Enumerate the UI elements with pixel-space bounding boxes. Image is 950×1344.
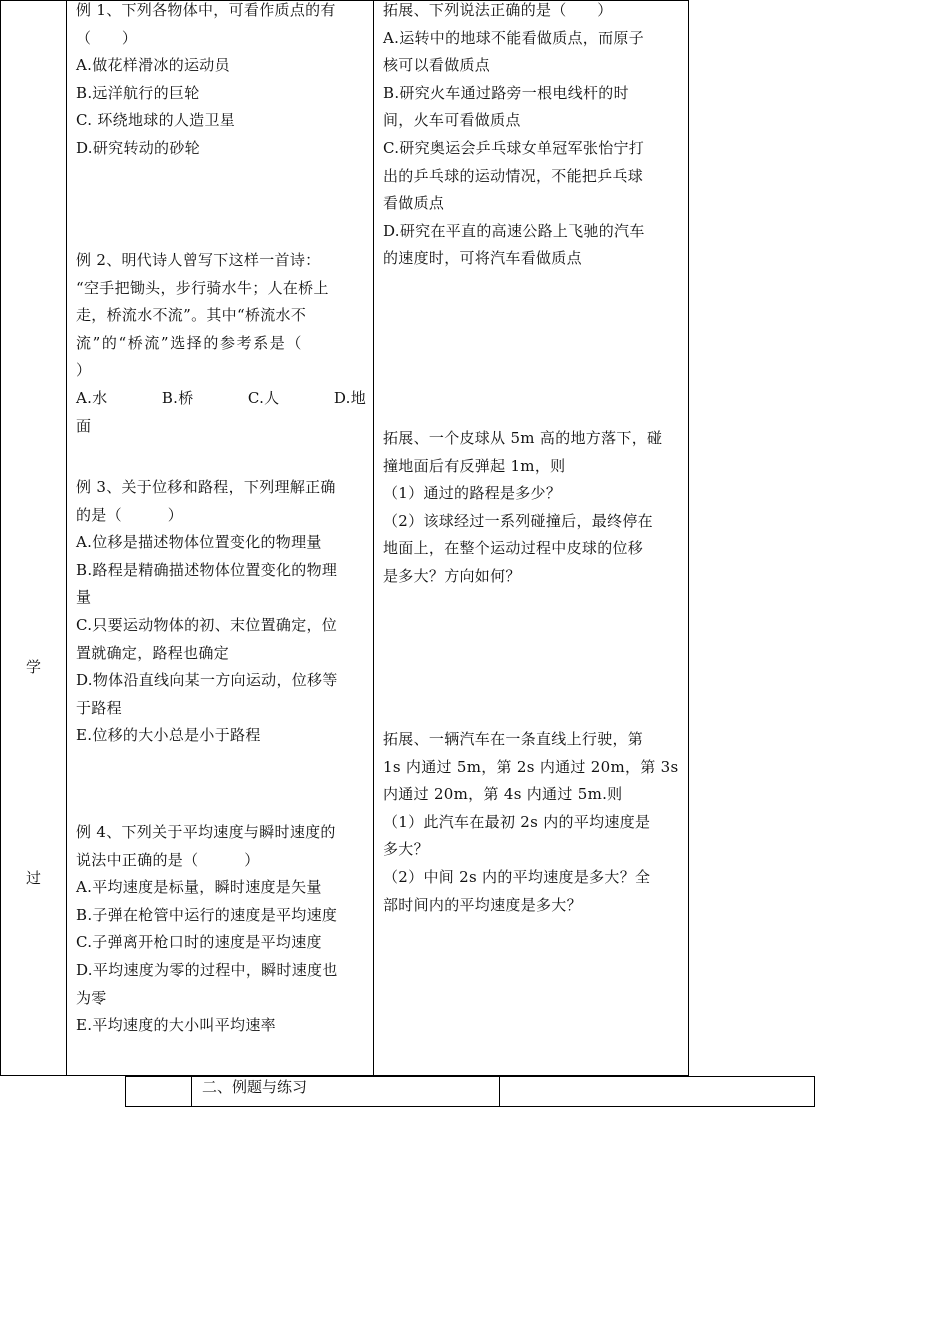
extension-1-line: 看做质点 [383, 194, 445, 213]
extension-3-line: 1s 内通过 5m，第 2s 内通过 20m，第 3s [383, 757, 679, 776]
extension-2-line: 撞地面后有反弹起 1m，则 [383, 456, 566, 475]
column-divider [499, 1077, 500, 1106]
section-table [125, 1076, 815, 1107]
example-2-question-text: 流”的“桥流”选择的参考系是（ [76, 333, 304, 352]
example-4-question-line: 例 4、下列关于平均速度与瞬时速度的 [76, 823, 336, 841]
example-2-question-line: 走，桥流水不流”。其中“桥流水不 [76, 306, 307, 325]
extension-1-line: 拓展、下列说法正确的是（ ） [383, 1, 613, 19]
example-1-option: A.做花样滑冰的运动员 [76, 56, 230, 75]
example-4-question-line: 说法中正确的是（ ） [76, 850, 260, 869]
example-4 [76, 819, 366, 1040]
example-4-option: E.平均速度的大小叫平均速率 [76, 1016, 276, 1035]
example-4-option: B.子弹在枪管中运行的速度是平均速度 [76, 905, 338, 924]
extension-3-line: 内通过 20m，第 4s 内通过 5m.则 [383, 785, 623, 804]
example-1-option: D.研究转动的砂轮 [76, 138, 200, 157]
example-2-option-a: A.水 [76, 388, 108, 407]
extension-3 [383, 726, 683, 919]
example-3-option: 置就确定，路程也确定 [76, 643, 230, 662]
example-2-question-line: 例 2、明代诗人曾写下这样一首诗： [76, 251, 321, 269]
section-heading: 二、例题与练习 [202, 1078, 308, 1096]
example-4-option: C.子弹离开枪口时的速度是平均速度 [76, 933, 322, 952]
extension-1-line: 出的乒乓球的运动情况，不能把乒乓球 [383, 166, 644, 185]
example-4-option: D.平均速度为零的过程中，瞬时速度也 [76, 960, 338, 979]
example-2-question-line: “空手把锄头，步行骑水牛；人在桥上 [76, 278, 329, 297]
example-3-option: E.位移的大小总是小于路程 [76, 726, 261, 745]
example-2-option-b: B.桥 [161, 388, 194, 407]
column-divider [66, 1, 67, 1075]
example-2-question-line [76, 330, 366, 358]
example-1-option: B.远洋航行的巨轮 [76, 83, 200, 102]
example-2-options-row [76, 385, 366, 413]
example-2-option-d: D.地 [333, 388, 366, 407]
extension-1 [383, 0, 683, 273]
extension-2 [383, 425, 683, 591]
extension-2-line: 是多大？方向如何？ [383, 566, 521, 585]
extension-3-line: 多大？ [383, 840, 429, 859]
example-4-option: 为零 [76, 988, 107, 1007]
column-divider [373, 1, 374, 1075]
extension-1-line: A.运转中的地球不能看做质点，而原子 [383, 28, 645, 47]
side-label-xue: 学 [25, 658, 41, 676]
extension-2-line: 地面上，在整个运动过程中皮球的位移 [383, 539, 644, 558]
example-1-question-line: 例 1、下列各物体中，可看作质点的有 [76, 1, 336, 19]
extension-1-line: B.研究火车通过路旁一根电线杆的时 [383, 83, 629, 102]
column-divider [191, 1077, 192, 1106]
extension-2-line: （1）通过的路程是多少？ [383, 484, 562, 503]
example-1 [76, 0, 366, 163]
example-3-option: 量 [76, 588, 92, 607]
extension-1-line: D.研究在平直的高速公路上飞驰的汽车 [383, 221, 645, 240]
example-3-option: 于路程 [76, 698, 122, 717]
example-3-question-line: 的是（ ） [76, 505, 184, 524]
example-2-option-tail: 面 [76, 416, 92, 435]
example-3 [76, 474, 366, 750]
extension-1-line: C.研究奥运会乒乓球女单冠军张怡宁打 [383, 138, 645, 157]
side-label-guo: 过 [25, 869, 41, 887]
example-3-question-line: 例 3、关于位移和路程，下列理解正确 [76, 478, 336, 496]
extension-2-line: 拓展、一个皮球从 5m 高的地方落下，碰 [383, 429, 663, 447]
example-3-option: A.位移是描述物体位置变化的物理量 [76, 533, 322, 552]
extension-3-line: （1）此汽车在最初 2s 内的平均速度是 [383, 812, 651, 831]
extension-1-line: 的速度时，可将汽车看做质点 [383, 249, 582, 268]
example-3-option: B.路程是精确描述物体位置变化的物理 [76, 560, 338, 579]
extension-3-line: （2）中间 2s 内的平均速度是多大？全 [383, 867, 651, 886]
example-3-option: C.只要运动物体的初、末位置确定，位 [76, 615, 338, 634]
example-2-option-c: C.人 [247, 388, 280, 407]
extension-3-line: 部时间内的平均速度是多大？ [383, 895, 582, 914]
extension-1-line: 核可以看做质点 [383, 56, 491, 75]
example-4-option: A.平均速度是标量，瞬时速度是矢量 [76, 878, 322, 897]
extension-1-line: 间，火车可看做质点 [383, 111, 521, 130]
extension-2-line: （2）该球经过一系列碰撞后，最终停在 [383, 511, 653, 530]
example-3-option: D.物体沿直线向某一方向运动，位移等 [76, 671, 338, 690]
example-1-question-line: （ ） [76, 28, 138, 47]
example-2 [76, 247, 366, 440]
example-1-option: C. 环绕地球的人造卫星 [76, 111, 236, 130]
extension-3-line: 拓展、一辆汽车在一条直线上行驶，第 [383, 730, 644, 748]
example-2-question-line: ） [76, 361, 92, 380]
